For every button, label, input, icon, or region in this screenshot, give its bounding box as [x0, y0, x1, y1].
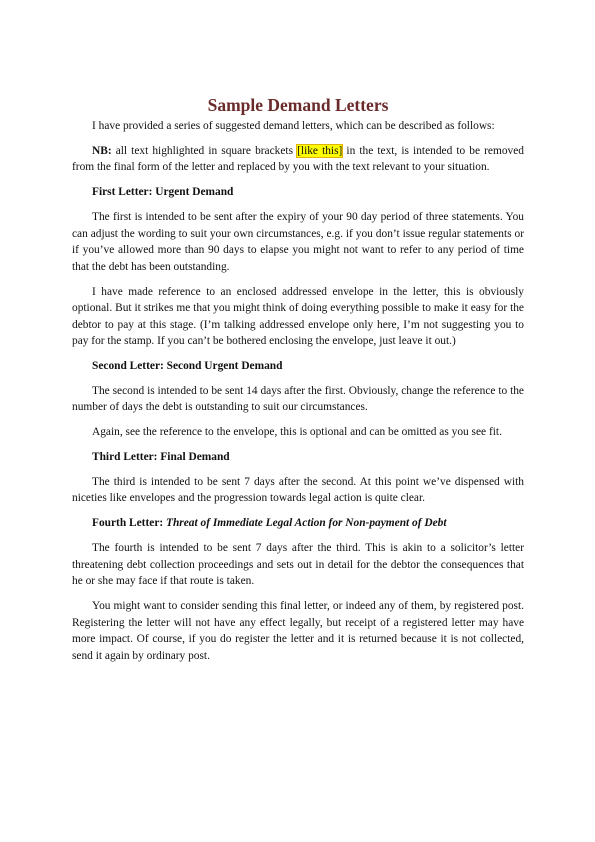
second-letter-paragraph-1: The second is intended to be sent 14 days after the first. Obviously, change the reference to the number of days the debt is outstanding to suit our circumstances. — [72, 384, 524, 414]
nb-paragraph — [72, 143, 524, 176]
fourth-heading-prefix: Fourth Letter: — [92, 517, 167, 530]
second-letter-heading: Second Letter: Second Urgent Demand — [92, 360, 283, 373]
first-letter-paragraph-2: I have made reference to an enclosed addressed envelope in the letter, this is obviously optional. But it strikes me that you might think of doing everything possible to make it easy for the debtor to pay at this stage. (I’m talking addressed envelope only here, I’m not suggesting you to pay for the stamp. If you can’t be bothered enclosing the envelope, just leave it out.) — [72, 285, 524, 348]
fourth-letter-paragraph-1: The fourth is intended to be sent 7 days after the third. This is akin to a solicitor’s letter threatening debt collection proceedings and sets out in detail for the debtor the consequences that he or she may face if that route is taken. — [72, 541, 524, 588]
highlight-example: [like this] — [297, 144, 343, 157]
second-letter-paragraph-2: Again, see the reference to the envelope, this is optional and can be omitted as you see fit. — [92, 426, 502, 439]
fourth-heading-italic: Threat of Immediate Legal Action for Non-payment of Debt — [166, 517, 447, 530]
third-letter-heading: Third Letter: Final Demand — [92, 451, 230, 463]
page-title: Sample Demand Letters — [207, 95, 389, 115]
first-letter-heading: First Letter: Urgent Demand — [92, 186, 234, 199]
nb-text-before: all text highlighted in square brackets — [111, 144, 298, 157]
nb-text-after: in the text, is intended to be removed from the final form of the letter and replaced by you with the text relevant to your situation. — [72, 144, 524, 174]
fourth-letter-heading — [72, 515, 524, 532]
fourth-letter-paragraph-2: You might want to consider sending this final letter, or indeed any of them, by registered post. Registering the letter will not have any effect legally, but receipt of a registered letter may have more impact. Of course, if you do register the letter and it is returned because it is not collected, send it again by ordinary post. — [72, 599, 524, 662]
nb-label: NB: — [92, 144, 112, 157]
document-page — [72, 92, 524, 672]
first-letter-paragraph-1: The first is intended to be sent after the expiry of your 90 day period of three statements. You can adjust the wording to suit your own circumstances, e.g. if you don’t issue regular statements or if you’ve allowed more than 90 days to elapse you might not want to refer to any period of time that the debt has been outstanding. — [72, 210, 524, 273]
third-letter-paragraph-1: The third is intended to be sent 7 days after the second. At this point we’ve dispensed with niceties like envelopes and the progression towards legal action is quite clear. — [72, 475, 524, 505]
intro-paragraph: I have provided a series of suggested demand letters, which can be described as follows: — [92, 120, 495, 132]
